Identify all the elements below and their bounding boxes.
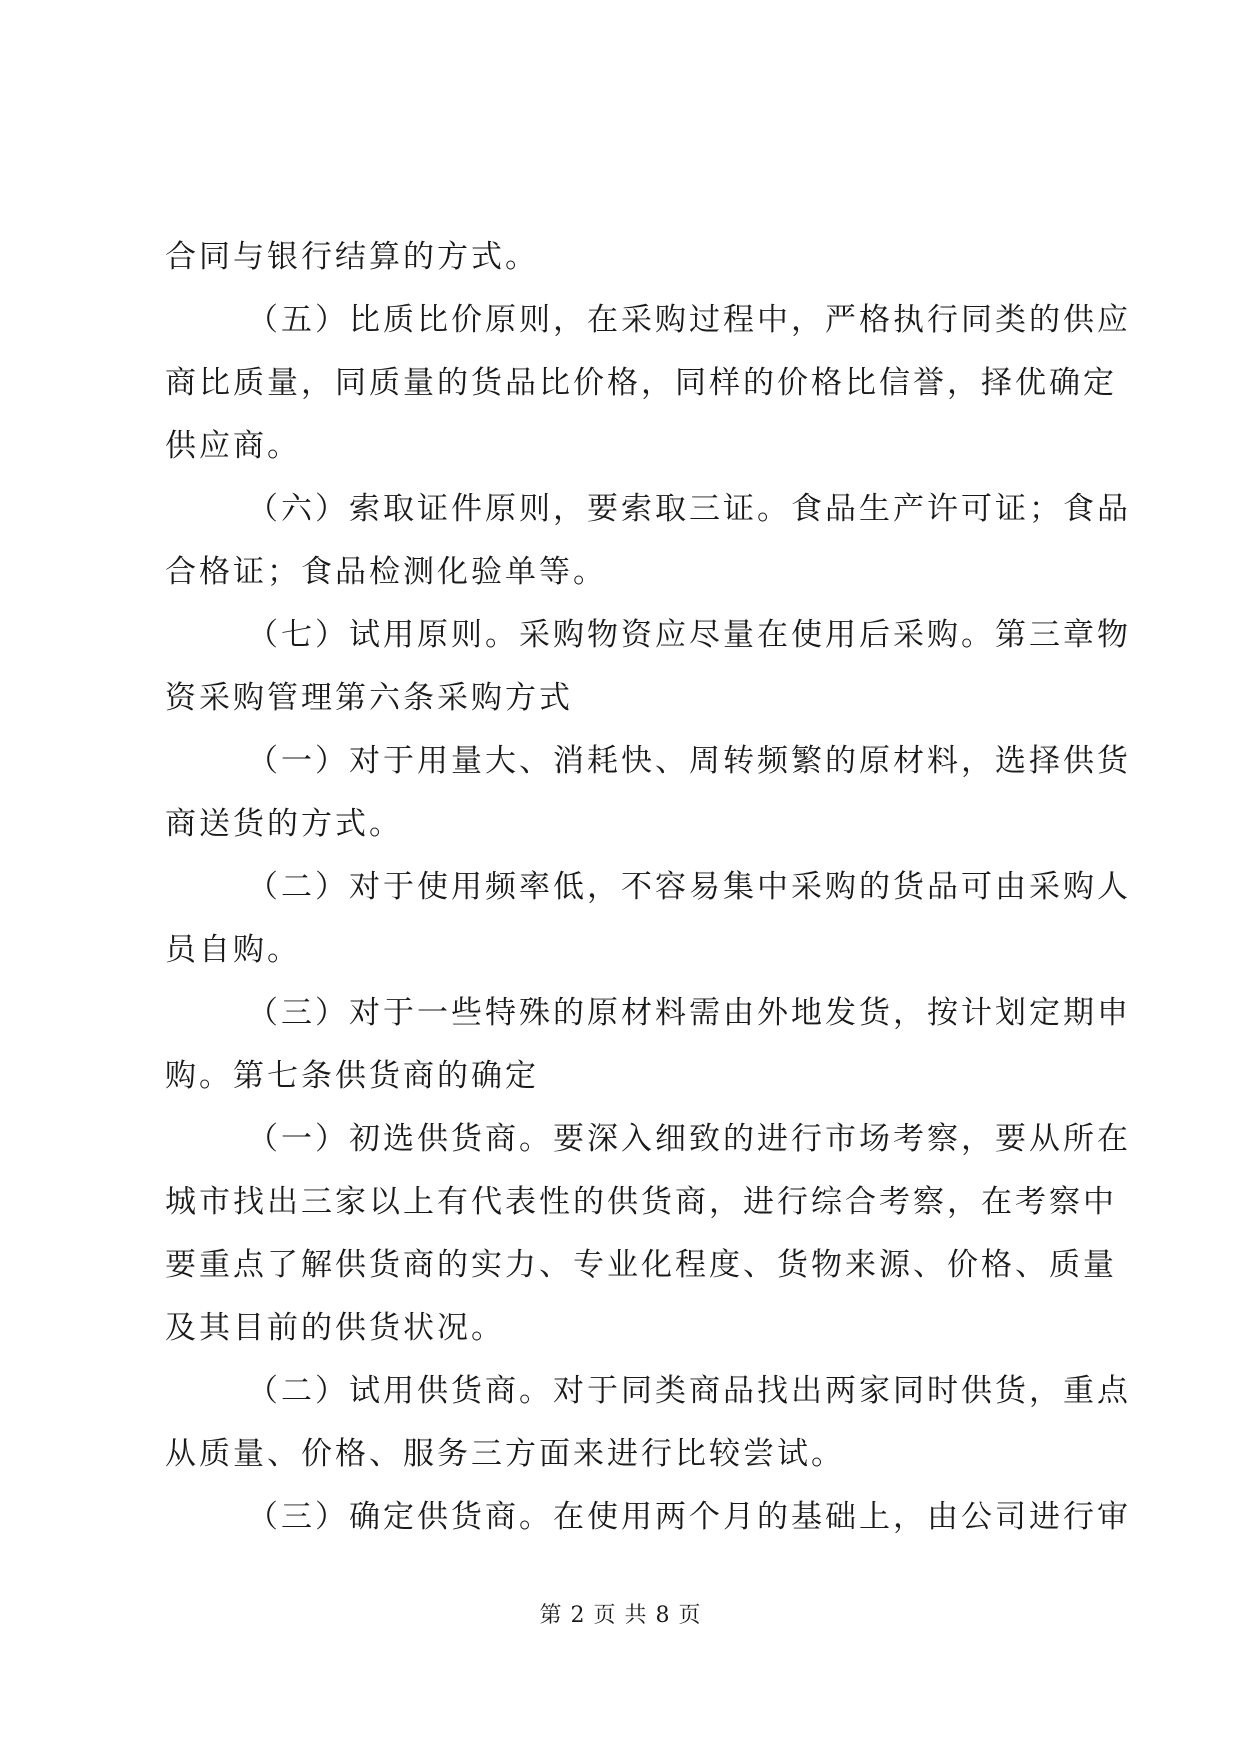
paragraph-line: （五）比质比价原则，在采购过程中，严格执行同类的供应	[247, 302, 1131, 338]
paragraph-line: （一）初选供货商。要深入细致的进行市场考察，要从所在	[247, 1121, 1131, 1157]
paragraph-line: 从质量、价格、服务三方面来进行比较尝试。	[165, 1436, 845, 1472]
paragraph	[165, 1108, 1131, 1360]
paragraph	[165, 1486, 1131, 1549]
paragraph-line: 购。第七条供货商的确定	[165, 1058, 539, 1094]
paragraph	[165, 289, 1131, 478]
paragraph-line: （一）对于用量大、消耗快、周转频繁的原材料，选择供货	[247, 743, 1131, 779]
paragraph	[165, 478, 1131, 604]
paragraph	[165, 982, 1131, 1108]
paragraph-line: 要重点了解供货商的实力、专业化程度、货物来源、价格、质量	[165, 1247, 1117, 1283]
paragraph-line: （七）试用原则。采购物资应尽量在使用后采购。第三章物	[247, 617, 1131, 653]
document-body	[165, 226, 1131, 1549]
paragraph-line: （三）对于一些特殊的原材料需由外地发货，按计划定期申	[247, 995, 1131, 1031]
paragraph	[165, 226, 1085, 289]
paragraph	[165, 730, 1131, 856]
paragraph-line: （二）试用供货商。对于同类商品找出两家同时供货，重点	[247, 1373, 1131, 1409]
paragraph-line: （二）对于使用频率低，不容易集中采购的货品可由采购人	[247, 869, 1131, 905]
paragraph-line: 供应商。	[165, 428, 301, 464]
paragraph-line: 合同与银行结算的方式。	[165, 239, 539, 275]
paragraph	[165, 604, 1131, 730]
paragraph-line: （三）确定供货商。在使用两个月的基础上，由公司进行审	[247, 1499, 1131, 1535]
paragraph-line: 城市找出三家以上有代表性的供货商，进行综合考察，在考察中	[165, 1184, 1117, 1220]
paragraph-line: 员自购。	[165, 932, 301, 968]
paragraph-line: 及其目前的供货状况。	[165, 1310, 505, 1346]
paragraph-line: （六）索取证件原则，要索取三证。食品生产许可证；食品	[247, 491, 1131, 527]
paragraph-line: 商比质量，同质量的货品比价格，同样的价格比信誉，择优确定	[165, 365, 1117, 401]
page-footer: 第 2 页 共 8 页	[539, 1603, 702, 1628]
paragraph-line: 合格证；食品检测化验单等。	[165, 554, 607, 590]
paragraph-line: 商送货的方式。	[165, 806, 403, 842]
paragraph-line: 资采购管理第六条采购方式	[165, 680, 573, 716]
paragraph	[165, 856, 1131, 982]
paragraph	[165, 1360, 1131, 1486]
